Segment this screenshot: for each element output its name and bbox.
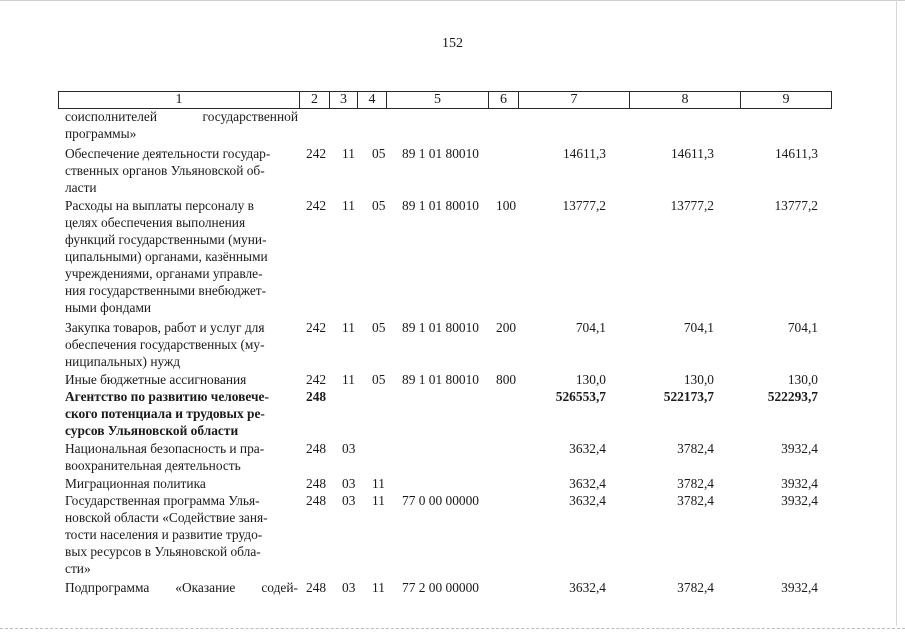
cell-amount-col8: 704,1: [683, 320, 714, 335]
cell-admin-code: 248: [306, 441, 327, 456]
cell-section: 03: [342, 493, 356, 508]
cell-admin-code: 242: [306, 372, 327, 387]
cell-target-article: 77 0 00 00000: [402, 493, 479, 508]
cell-subsection: 11: [372, 493, 385, 508]
cell-amount-col9: 3932,4: [781, 441, 818, 456]
row-description: Миграционная политика: [65, 476, 206, 491]
column-header-5: 5: [387, 92, 489, 109]
cell-target-article: 89 1 01 80010: [402, 146, 479, 161]
cell-amount-col8: 130,0: [683, 372, 714, 387]
cell-amount-col8: 3782,4: [677, 493, 714, 508]
cell-target-article: 89 1 01 80010: [402, 198, 479, 213]
cell-amount-col8: 3782,4: [677, 580, 714, 595]
row-description: соисполнителей государственной: [65, 109, 298, 124]
cell-amount-col9: 704,1: [787, 320, 818, 335]
cell-amount-col9: 522293,7: [767, 389, 818, 404]
cell-amount-col9: 3932,4: [781, 493, 818, 508]
row-description: Обеспечение деятельности государ- ственных органов Ульяновской об- ласти: [65, 146, 271, 195]
cell-amount-col7: 130,0: [575, 372, 606, 387]
cell-expense-type: 100: [496, 198, 517, 213]
cell-section: 11: [342, 146, 355, 161]
column-header-6: 6: [489, 92, 519, 109]
cell-amount-col9: 3932,4: [781, 580, 818, 595]
page-number: 152: [442, 36, 463, 51]
cell-amount-col7: 3632,4: [569, 476, 606, 491]
column-header-3: 3: [330, 92, 358, 109]
cell-section: 03: [342, 476, 356, 491]
column-header-1: 1: [59, 92, 300, 109]
cell-section: 11: [342, 372, 355, 387]
cell-section: 03: [342, 580, 356, 595]
row-description: Государственная программа Улья- новской области «Содействие заня- тости населения и развитие трудо- вых ресурсов в Ульяновской обла- сти»: [65, 493, 268, 576]
cell-section: 11: [342, 320, 355, 335]
column-header-4: 4: [358, 92, 387, 109]
row-description: Расходы на выплаты персоналу в целях обеспечения выполнения функций государственными (муни- ципальными) органами, казёнными учреждениями, органами управле- ния государственными внебюджет- ными фондами: [65, 198, 268, 315]
cell-amount-col9: 14611,3: [774, 146, 818, 161]
cell-amount-col7: 3632,4: [569, 441, 606, 456]
cell-admin-code: 242: [306, 320, 327, 335]
cell-amount-col9: 3932,4: [781, 476, 818, 491]
cell-admin-code: 248: [306, 476, 327, 491]
cell-subsection: 05: [372, 146, 386, 161]
cell-amount-col7: 526553,7: [555, 389, 606, 404]
row-description: Закупка товаров, работ и услуг для обеспечения государственных (му- ниципальных) нужд: [65, 320, 265, 369]
cell-amount-col7: 3632,4: [569, 493, 606, 508]
cell-amount-col8: 13777,2: [670, 198, 714, 213]
column-header-2: 2: [300, 92, 330, 109]
cell-amount-col8: 3782,4: [677, 441, 714, 456]
cell-admin-code: 242: [306, 146, 327, 161]
row-description: Иные бюджетные ассигнования: [65, 372, 247, 387]
cell-subsection: 05: [372, 320, 386, 335]
row-description-cont: программы»: [65, 126, 137, 141]
column-header-8: 8: [630, 92, 741, 109]
row-description: Национальная безопасность и пра- воохранительная деятельность: [65, 441, 265, 473]
cell-target-article: 89 1 01 80010: [402, 320, 479, 335]
cell-amount-col8: 14611,3: [670, 146, 714, 161]
cell-subsection: 11: [372, 476, 385, 491]
column-header-7: 7: [519, 92, 630, 109]
cell-expense-type: 800: [496, 372, 517, 387]
cell-admin-code: 248: [306, 389, 327, 404]
cell-section: 11: [342, 198, 355, 213]
cell-amount-col7: 14611,3: [562, 146, 606, 161]
cell-target-article: 89 1 01 80010: [402, 372, 479, 387]
cell-section: 03: [342, 441, 356, 456]
cell-admin-code: 242: [306, 198, 327, 213]
cell-target-article: 77 2 00 00000: [402, 580, 479, 595]
row-description: Агентство по развитию человече- ского потенциала и трудовых ре- сурсов Ульяновской области: [65, 389, 269, 438]
cell-amount-col7: 13777,2: [562, 198, 606, 213]
cell-admin-code: 248: [306, 580, 327, 595]
cell-amount-col8: 522173,7: [663, 389, 714, 404]
cell-expense-type: 200: [496, 320, 517, 335]
cell-amount-col9: 13777,2: [774, 198, 818, 213]
cell-subsection: 11: [372, 580, 385, 595]
cell-subsection: 05: [372, 372, 386, 387]
cell-amount-col7: 704,1: [575, 320, 606, 335]
cell-subsection: 05: [372, 198, 386, 213]
cell-amount-col8: 3782,4: [677, 476, 714, 491]
cell-admin-code: 248: [306, 493, 327, 508]
row-description: Подпрограмма «Оказание содей-: [65, 580, 298, 595]
column-header-9: 9: [741, 92, 832, 109]
cell-amount-col9: 130,0: [787, 372, 818, 387]
cell-amount-col7: 3632,4: [569, 580, 606, 595]
